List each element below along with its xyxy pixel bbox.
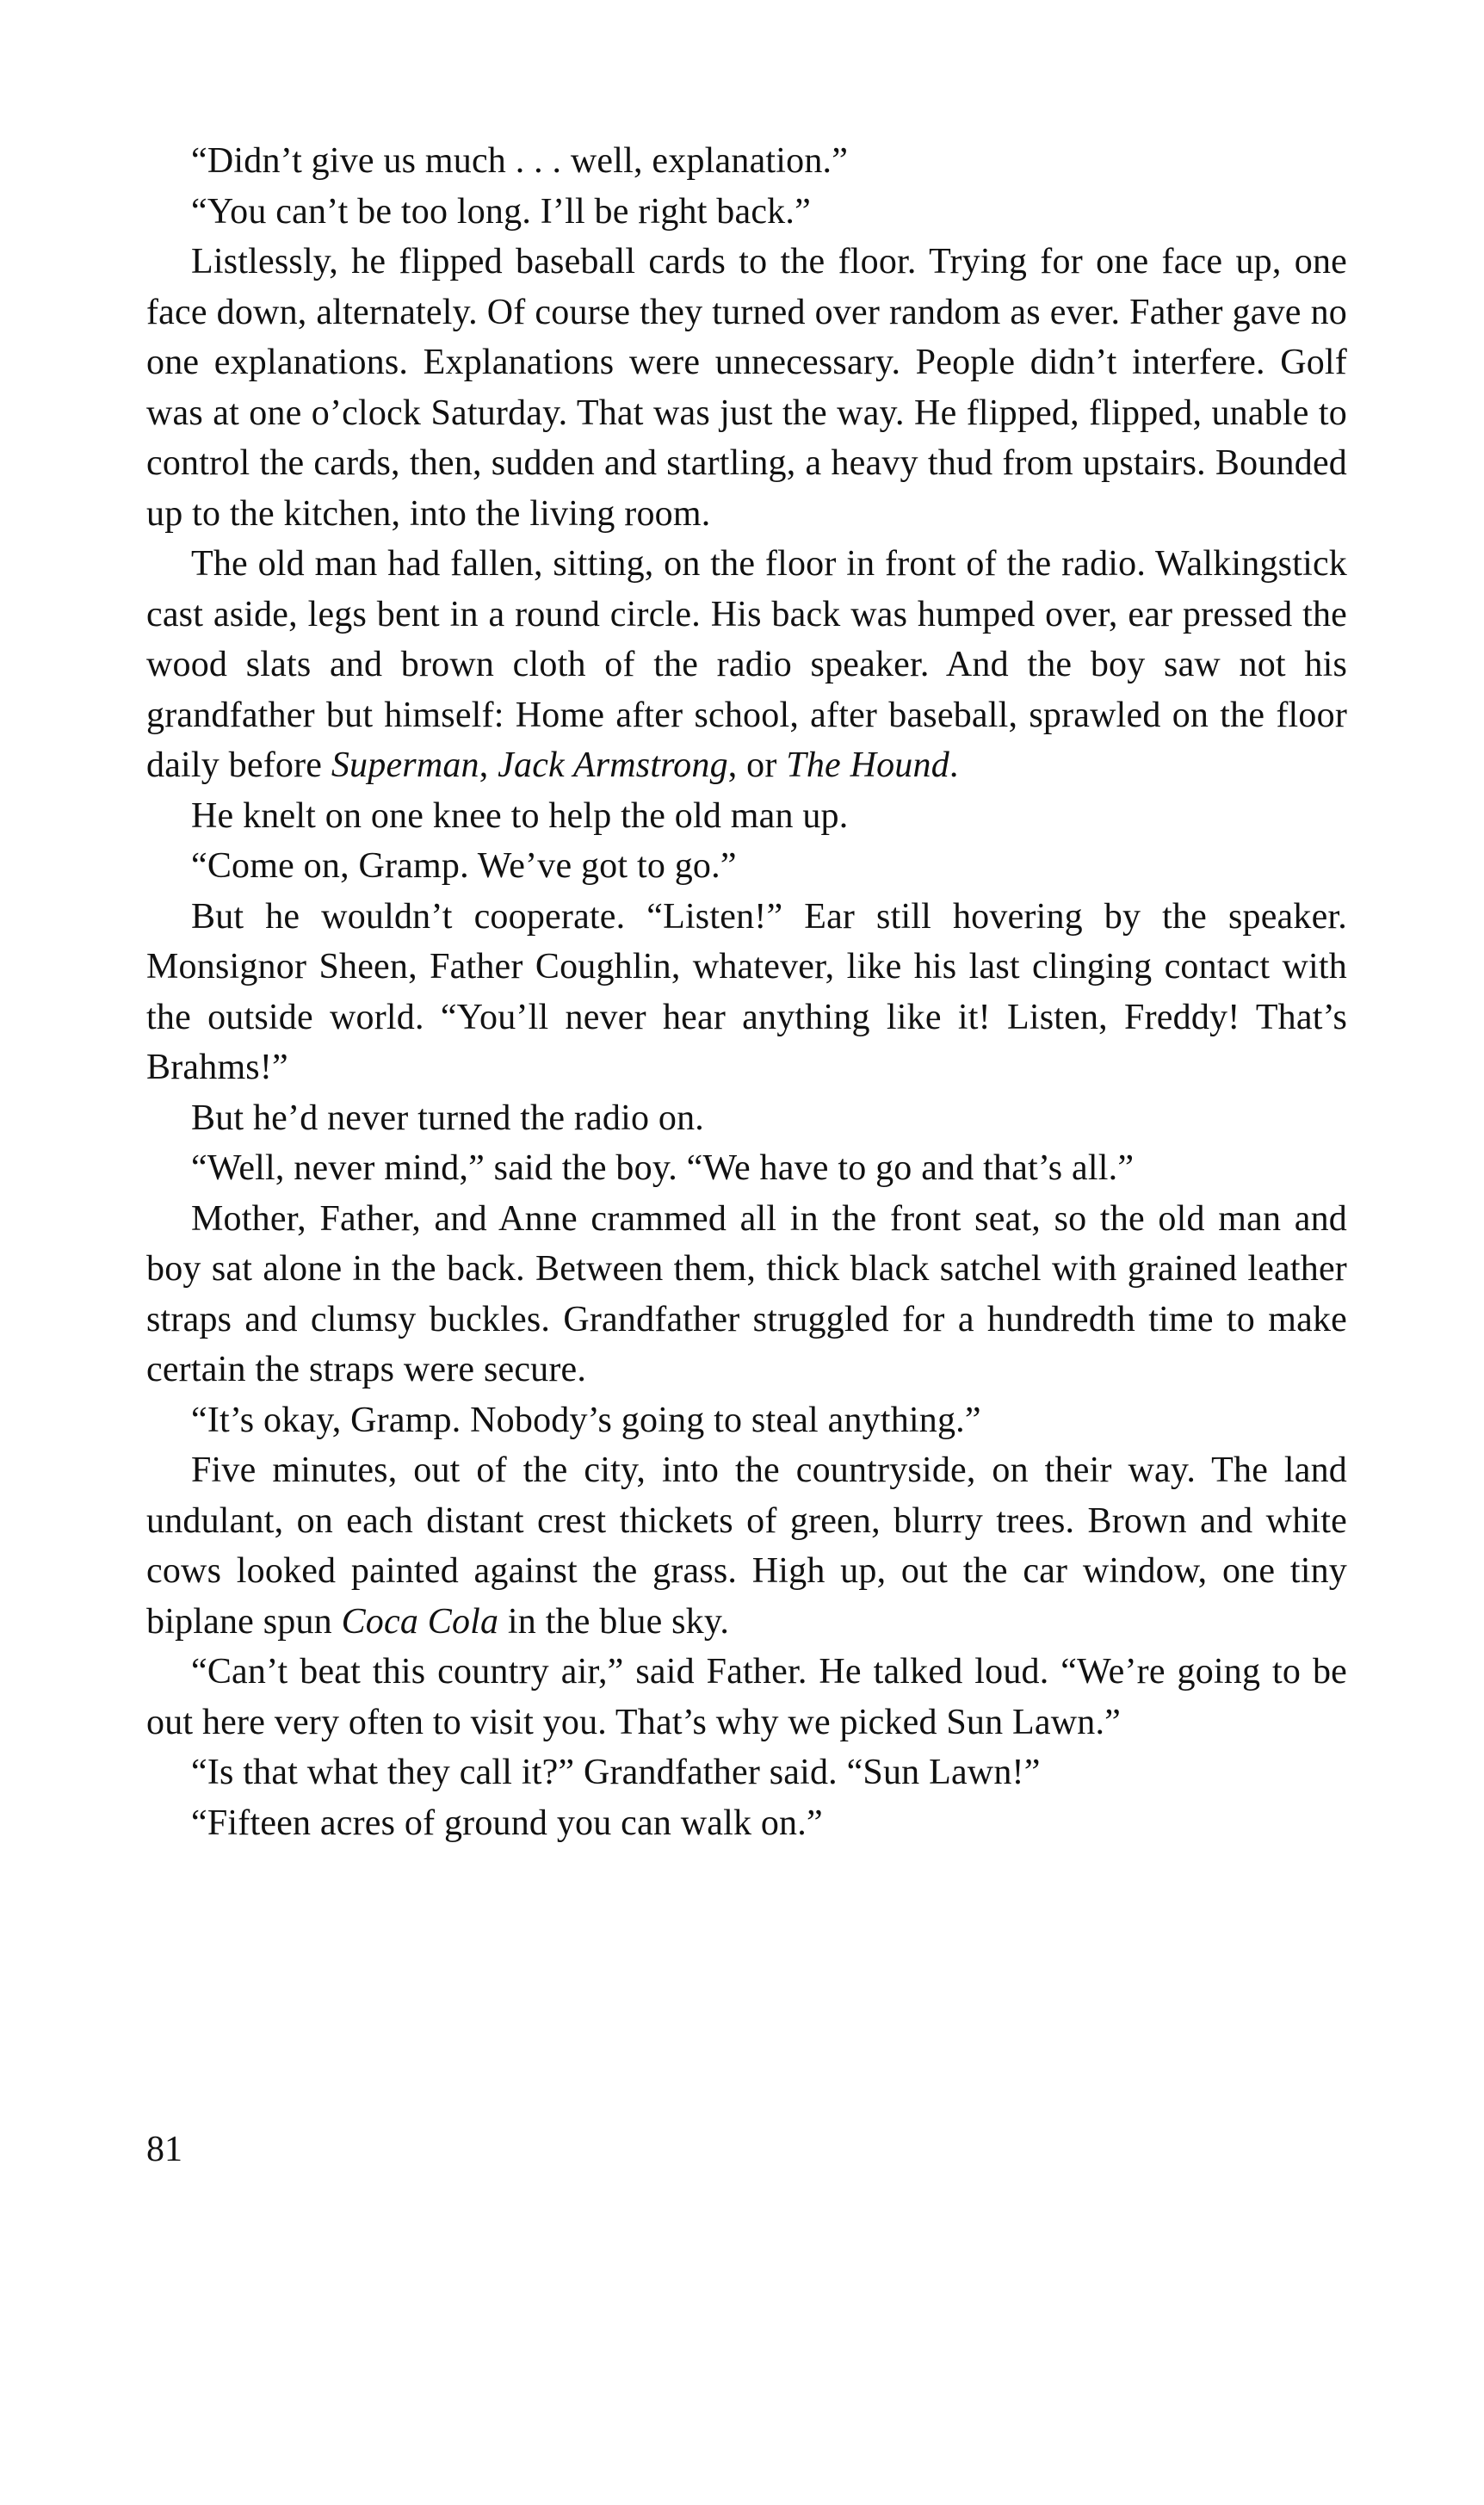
paragraph: Five minutes, out of the city, into the countryside, on their way. The land undulant, on each distant crest thickets of green, blurry trees. Brown and white cows looked painted against the grass. High up, out the car window, one tiny biplane spun Coca Cola in the blue sky. [146,1450,1347,1642]
italic-text: Coca Cola [341,1601,499,1642]
paragraph: Listlessly, he flipped baseball cards to the floor. Trying for one face up, one face down, alternately. Of course they turned over random as ever. Father gave no one explanations. Explanations were unnecessary. People didn’t interfere. Golf was at one o’clock Saturday. That was just the way. He flipped, flipped, unable to control the cards, then, sudden and startling, a heavy thud from upstairs. Bounded up to the kitchen, into the living room. [146,242,1347,534]
italic-title: The Hound [786,745,949,785]
paragraph: He knelt on one knee to help the old man up. [191,795,849,836]
paragraph: “Well, never mind,” said the boy. “We have to go and that’s all.” [191,1148,1135,1188]
paragraph: “Didn’t give us much . . . well, explanation.” [191,141,849,181]
paragraph: “You can’t be too long. I’ll be right back.” [191,191,811,232]
paragraph: “Come on, Gramp. We’ve got to go.” [191,846,737,886]
paragraph: The old man had fallen, sitting, on the floor in front of the radio. Walkingstick cast aside, legs bent in a round circle. His back was humped over, ear pressed the wood slats and brown cloth of the radio speaker. And the boy saw not his grandfather but himself: Home after school, after baseball, sprawled on the floor daily before Superman, Jack Armstrong, or The Hound. [146,544,1347,785]
page-number: 81 [146,2130,182,2169]
paragraph: “Fifteen acres of ground you can walk on.” [191,1803,823,1843]
body-text [146,136,1347,1848]
italic-title: Jack Armstrong [498,745,728,785]
paragraph: But he wouldn’t cooperate. “Listen!” Ear still hovering by the speaker. Monsignor Sheen, Father Coughlin, whatever, like his last clinging contact with the outside world. “You’ll never hear anything like it! Listen, Freddy! That’s Brahms!” [146,896,1347,1087]
paragraph: “Is that what they call it?” Grandfather said. “Sun Lawn!” [191,1753,1041,1792]
paragraph: “Can’t beat this country air,” said Father. He talked loud. “We’re going to be out here very often to visit you. That’s why we picked Sun Lawn.” [146,1652,1347,1742]
italic-title: Superman [331,745,479,785]
paragraph: Mother, Father, and Anne crammed all in the front seat, so the old man and boy sat alone in the back. Between them, thick black satchel with grained leather straps and clumsy buckles. Grandfather struggled for a hundredth time to make certain the straps were secure. [146,1198,1347,1389]
paragraph: “It’s okay, Gramp. Nobody’s going to steal anything.” [191,1400,981,1440]
paragraph: But he’d never turned the radio on. [191,1098,704,1138]
